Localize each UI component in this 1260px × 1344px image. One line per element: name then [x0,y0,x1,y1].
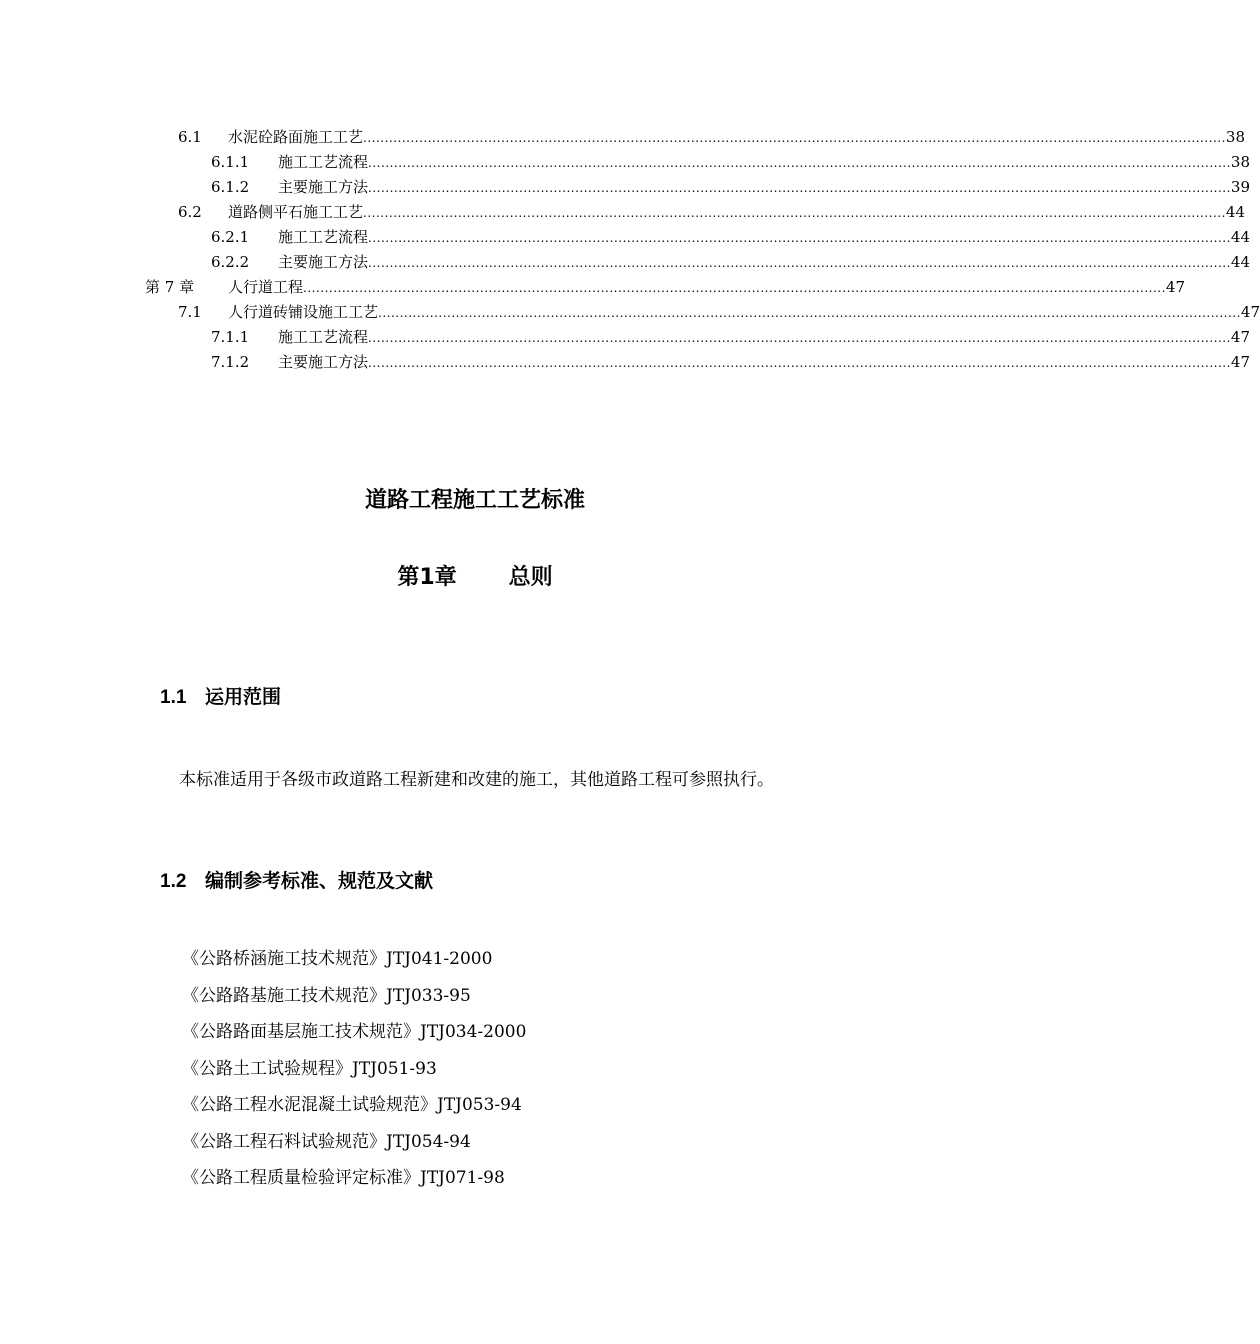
section-heading [160,682,281,709]
toc-leader-dots: ........................................................................................................................................................................................................ [363,206,1226,220]
section-title: 编制参考标准、规范及文献 [205,871,434,892]
toc-leader-dots: ........................................................................................................................................................................................................ [368,331,1231,345]
toc-entry-page: 44 [1231,250,1250,275]
reference-item: 《公路工程石料试验规范》JTJ054-94 [182,1131,471,1152]
toc-entry-number: 6.2.1 [211,228,250,246]
toc-entry[interactable] [0,175,1250,200]
toc-entry-number: 7.1.1 [211,328,250,346]
toc-entry-title: 主要施工方法 [278,175,368,200]
toc-entry[interactable] [0,325,1250,350]
reference-item: 《公路土工试验规程》JTJ051-93 [182,1058,437,1079]
toc-entry-page: 47 [1166,275,1185,300]
toc-entry-number: 6.2.2 [211,253,250,271]
toc-entry-title: 主要施工方法 [278,350,368,375]
toc-entry-number: 6.1.1 [211,153,250,171]
toc-leader-dots: ........................................................................................................................................................................................................ [368,156,1231,170]
toc-leader-dots: ........................................................................................................................................................................................................ [368,181,1231,195]
toc-entry-title: 施工工艺流程 [278,325,368,350]
reference-item: 《公路路面基层施工技术规范》JTJ034-2000 [182,1022,527,1042]
toc-entry-page: 47 [1241,300,1260,325]
toc-entry-title: 道路侧平石施工工艺 [228,200,363,225]
reference-list [182,941,526,1197]
toc-entry-number: 7.1 [178,303,202,321]
toc-leader-dots: ........................................................................................................................................................................................................ [363,131,1226,145]
section-number: 1.2 [160,871,187,892]
toc-leader-dots: ........................................................................................................................................................................................................ [368,231,1231,245]
toc-entry-number: 7.1.2 [211,353,250,371]
toc-entry-page: 44 [1231,225,1250,250]
toc-entry-title: 水泥砼路面施工工艺 [228,125,363,150]
reference-item: 《公路工程质量检验评定标准》JTJ071-98 [182,1168,505,1188]
toc-entry-number: 6.1.2 [211,178,250,196]
reference-item: 《公路工程水泥混凝土试验规范》JTJ053-94 [182,1095,522,1115]
toc-entry[interactable] [0,125,1245,150]
toc-entry-title: 人行道砖铺设施工工艺 [228,300,378,325]
toc-leader-dots: ........................................................................................................................................................................................................ [303,281,1166,295]
toc-entry-title: 施工工艺流程 [278,225,368,250]
toc-entry-title: 人行道工程 [228,275,303,300]
document-title: 道路工程施工工艺标准 [364,488,585,513]
toc-leader-dots: ........................................................................................................................................................................................................ [368,356,1231,370]
reference-item: 《公路路基施工技术规范》JTJ033-95 [182,985,471,1006]
toc-entry[interactable] [0,350,1250,375]
chapter-heading [0,560,950,591]
toc-entry-number: 第 7 章 [145,278,195,296]
toc-entry-page: 38 [1226,125,1245,150]
toc-entry-page: 39 [1231,175,1250,200]
table-of-contents [0,125,1260,375]
toc-entry[interactable] [0,200,1245,225]
toc-entry[interactable] [0,300,1260,325]
body-paragraph: 本标准适用于各级市政道路工程新建和改建的施工，其他道路工程可参照执行。 [179,770,774,790]
section-heading [160,866,433,893]
toc-entry-page: 38 [1231,150,1250,175]
chapter-title: 总则 [508,565,553,590]
chapter-number: 第1章 [397,565,457,590]
toc-entry-title: 施工工艺流程 [278,150,368,175]
toc-entry[interactable] [0,225,1250,250]
toc-entry[interactable] [0,250,1250,275]
section-number: 1.1 [160,687,187,708]
section-title: 运用范围 [205,687,282,708]
toc-entry-number: 6.1 [178,128,202,146]
reference-item: 《公路桥涵施工技术规范》JTJ041-2000 [182,949,493,969]
toc-entry-page: 47 [1231,350,1250,375]
toc-leader-dots: ........................................................................................................................................................................................................ [378,306,1241,320]
toc-entry-page: 47 [1231,325,1250,350]
toc-entry-page: 44 [1226,200,1245,225]
toc-entry[interactable] [0,150,1250,175]
toc-entry[interactable] [0,275,1185,300]
toc-entry-title: 主要施工方法 [278,250,368,275]
toc-entry-number: 6.2 [178,203,202,221]
toc-leader-dots: ........................................................................................................................................................................................................ [368,256,1231,270]
